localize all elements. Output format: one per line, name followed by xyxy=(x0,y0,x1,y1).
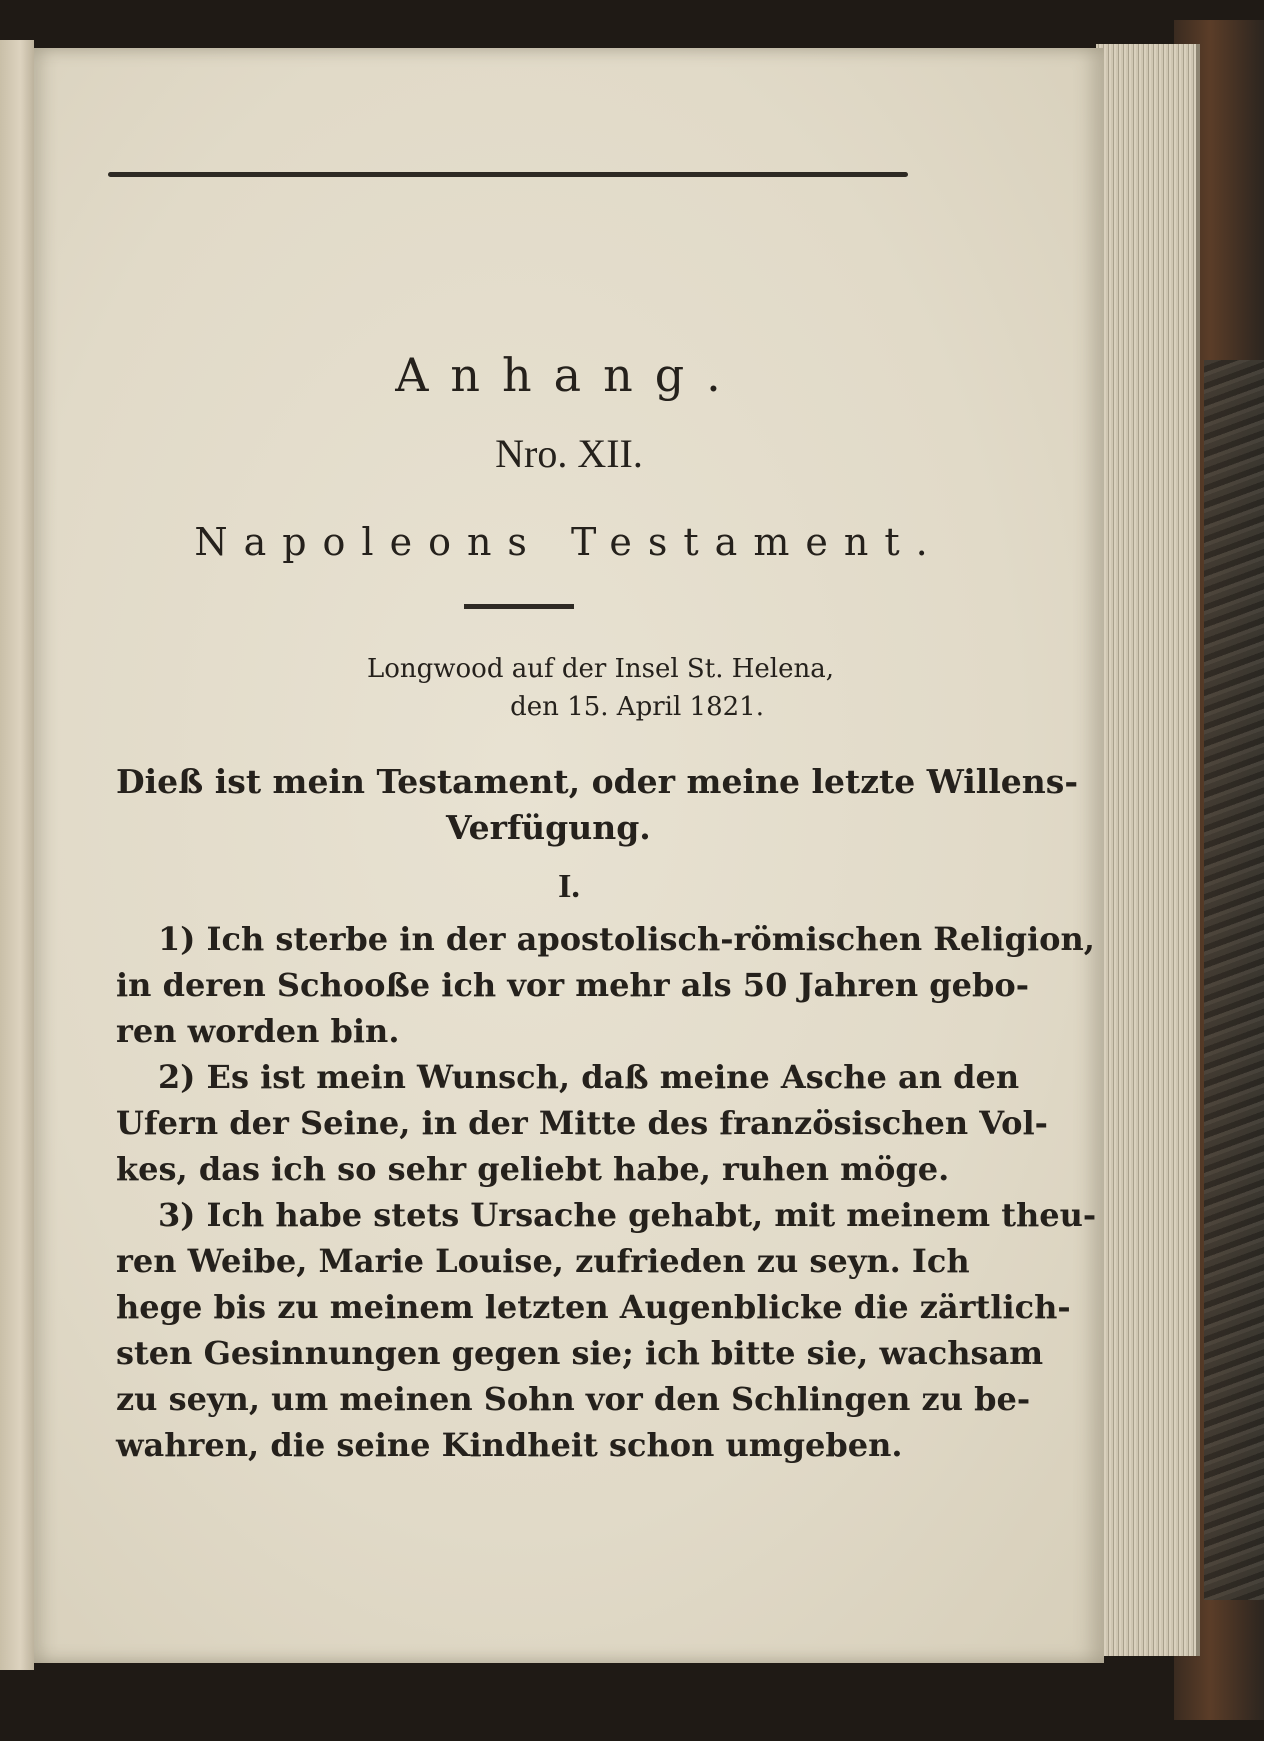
paragraph-3 xyxy=(116,1192,1097,1468)
marbled-cover xyxy=(1204,360,1264,1600)
document-heading: Napoleons Testament. xyxy=(194,520,944,564)
paragraph-1 xyxy=(116,916,1095,1054)
book-page xyxy=(34,48,1104,1663)
paragraph-line: ren Weibe, Marie Louise, zufrieden zu seyn. Ich xyxy=(116,1242,970,1280)
paragraph-2 xyxy=(116,1054,1048,1192)
paragraph-line: in deren Schooße ich vor mehr als 50 Jahren gebo- xyxy=(116,966,1029,1004)
document-number: Nro. XII. xyxy=(495,431,643,476)
paragraph-line: zu seyn, um meinen Sohn vor den Schlingen zu be- xyxy=(116,1380,1031,1418)
facing-page-edge xyxy=(0,40,34,1670)
intro-line-1: Dieß ist mein Testament, oder meine letzte Willens- xyxy=(116,762,1079,801)
intro-line-2: Verfügung. xyxy=(446,808,651,847)
paragraph-line: Ufern der Seine, in der Mitte des französischen Vol- xyxy=(116,1104,1048,1142)
paragraph-line: sten Gesinnungen gegen sie; ich bitte sie, wachsam xyxy=(116,1334,1044,1372)
paragraph-line: 1) Ich sterbe in der apostolisch-römischen Religion, xyxy=(158,920,1095,958)
date-line: den 15. April 1821. xyxy=(510,692,764,722)
paragraph-line: 3) Ich habe stets Ursache gehabt, mit meinem theu- xyxy=(158,1196,1097,1234)
paragraph-line: 2) Es ist mein Wunsch, daß meine Asche an den xyxy=(158,1058,1020,1096)
page-title: Anhang. xyxy=(395,348,743,402)
paragraph-line: wahren, die seine Kindheit schon umgeben. xyxy=(116,1426,903,1464)
page-edges xyxy=(1096,44,1200,1656)
paragraph-line: ren worden bin. xyxy=(116,1012,400,1050)
section-number: I. xyxy=(558,868,580,905)
top-rule xyxy=(108,172,908,177)
place-line: Longwood auf der Insel St. Helena, xyxy=(366,654,834,684)
divider-rule xyxy=(464,604,574,609)
paragraph-line: kes, das ich so sehr geliebt habe, ruhen möge. xyxy=(116,1150,950,1188)
paragraph-line: hege bis zu meinem letzten Augenblicke die zärtlich- xyxy=(116,1288,1071,1326)
